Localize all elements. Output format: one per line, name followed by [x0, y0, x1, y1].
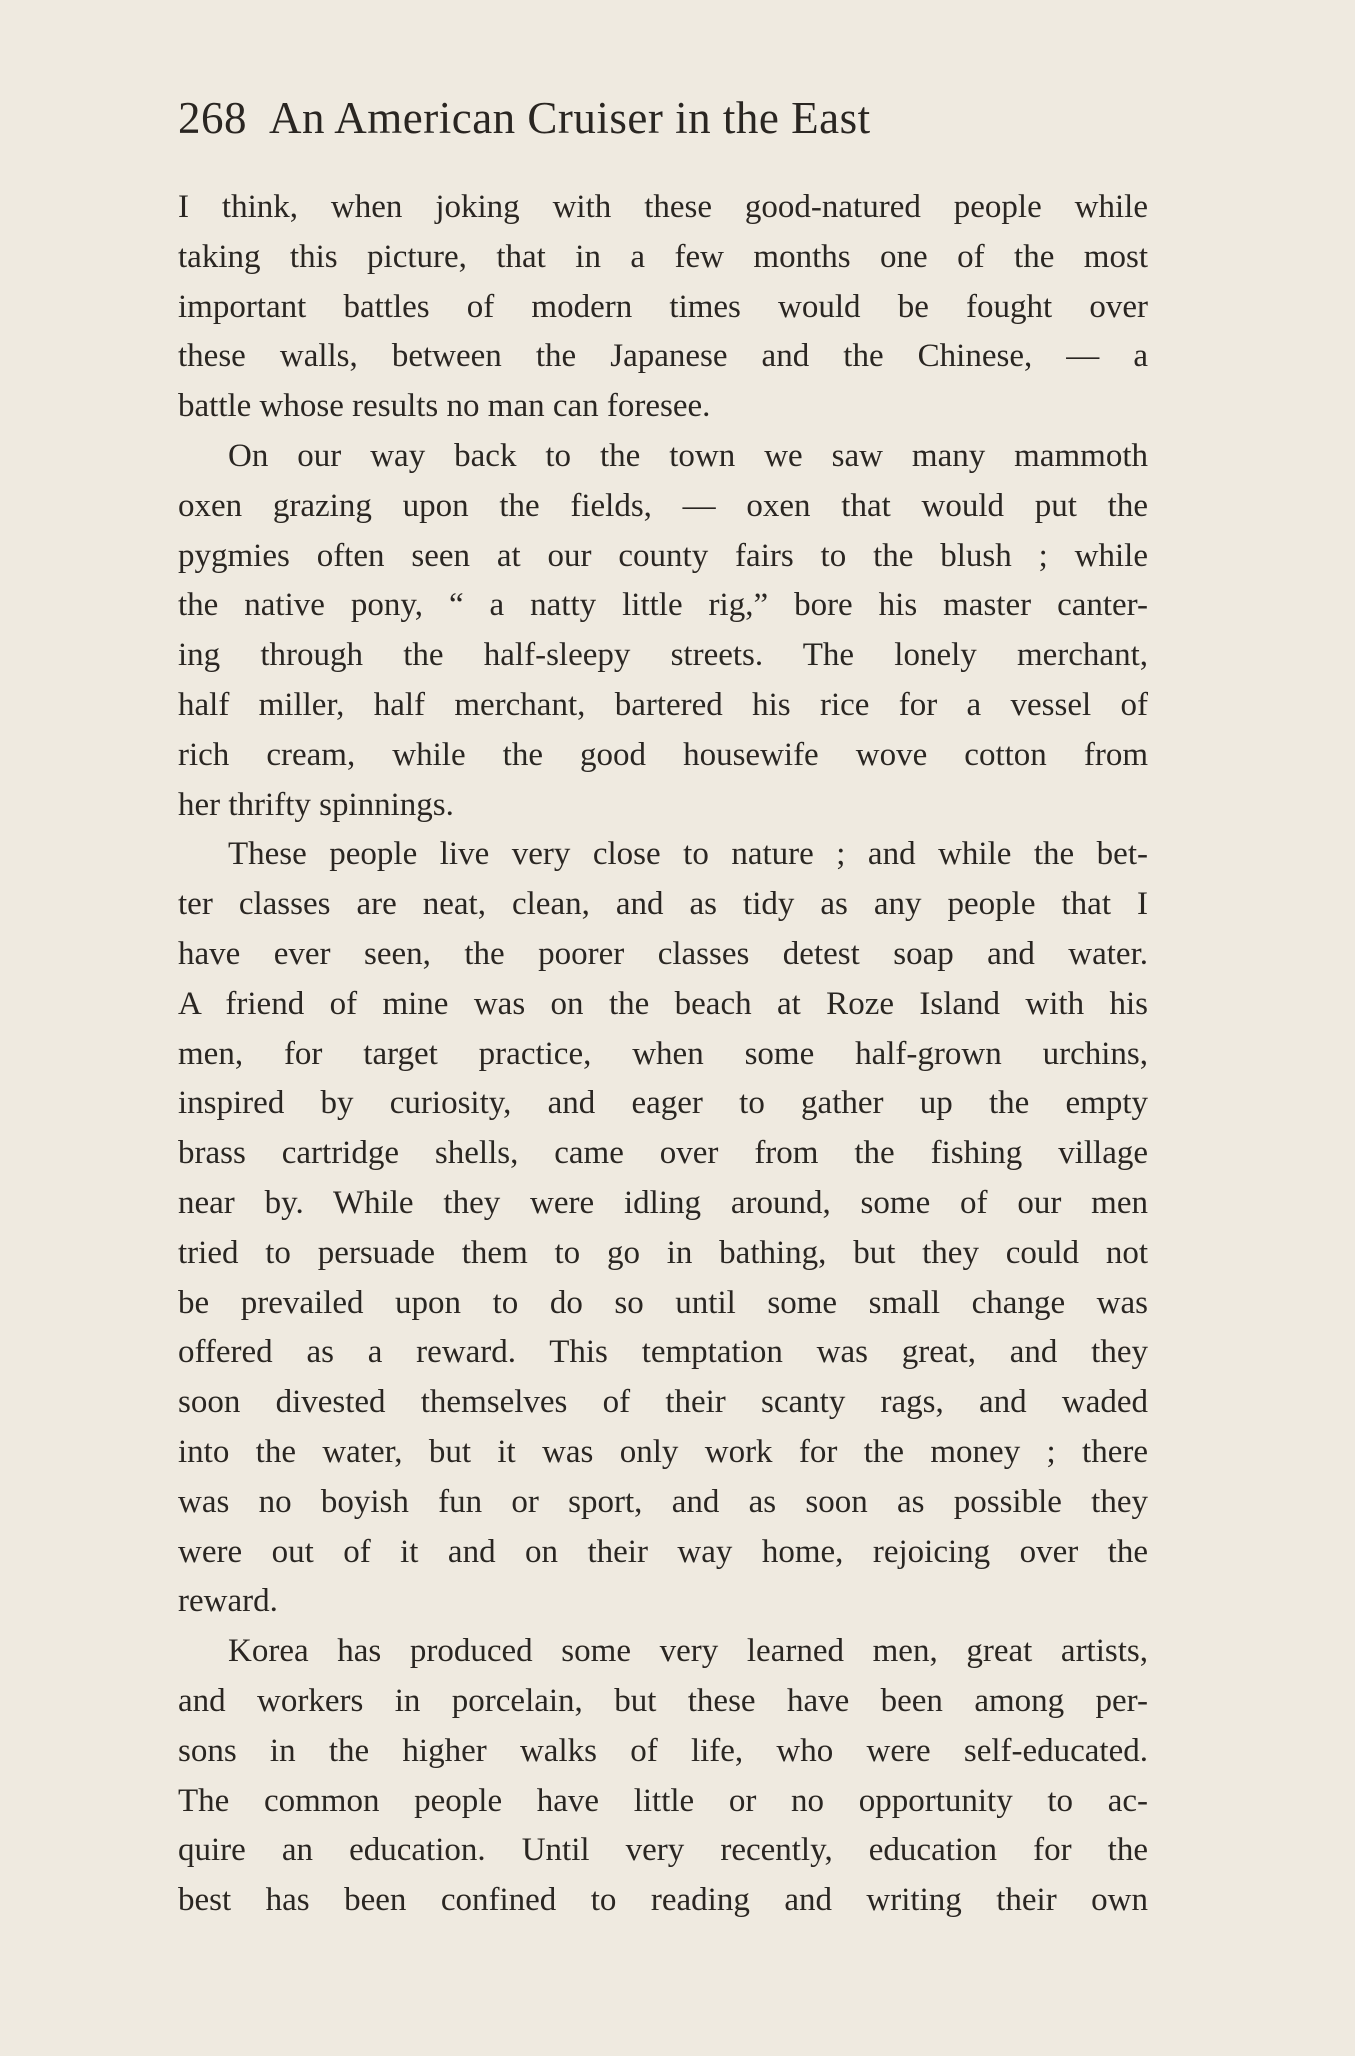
- body-text: [178, 183, 1148, 1926]
- text-line: ter classes are neat, clean, and as tidy as any people that I: [178, 886, 1148, 923]
- text-line: Korea has produced some very learned men, great artists,: [228, 1633, 1148, 1670]
- text-line: near by. While they were idling around, some of our men: [178, 1184, 1148, 1221]
- text-line: men, for target practice, when some half-grown urchins,: [178, 1035, 1148, 1072]
- text-line: have ever seen, the poorer classes detest soap and water.: [178, 935, 1148, 972]
- text-line: these walls, between the Japanese and the Chinese, — a: [178, 338, 1148, 375]
- text-line: rich cream, while the good housewife wove cotton from: [178, 736, 1148, 773]
- text-line: sons in the higher walks of life, who were self-educated.: [178, 1732, 1148, 1769]
- text-line: were out of it and on their way home, rejoicing over the: [178, 1533, 1148, 1570]
- text-line: On our way back to the town we saw many mammoth: [228, 437, 1148, 474]
- text-line: be prevailed upon to do so until some small change was: [178, 1284, 1148, 1321]
- text-line: These people live very close to nature ; and while the bet-: [228, 836, 1148, 873]
- text-line: oxen grazing upon the fields, — oxen that would put the: [178, 487, 1148, 524]
- text-line: into the water, but it was only work for the money ; there: [178, 1433, 1148, 1470]
- text-line: quire an education. Until very recently, education for the: [178, 1832, 1148, 1869]
- text-line: reward.: [178, 1583, 278, 1620]
- text-line: and workers in porcelain, but these have been among per-: [178, 1682, 1148, 1719]
- running-title: An American Cruiser in the East: [269, 93, 871, 143]
- text-line: was no boyish fun or sport, and as soon as possible they: [178, 1483, 1148, 1520]
- text-line: important battles of modern times would be fought over: [178, 288, 1148, 325]
- text-line: taking this picture, that in a few months one of the most: [178, 238, 1148, 275]
- text-line: I think, when joking with these good-natured people while: [178, 189, 1148, 225]
- text-line: offered as a reward. This temptation was great, and they: [178, 1334, 1148, 1371]
- page-number: 268: [178, 93, 247, 143]
- text-line: soon divested themselves of their scanty rags, and waded: [178, 1384, 1148, 1421]
- text-line: The common people have little or no opportunity to ac-: [178, 1782, 1148, 1819]
- text-line: A friend of mine was on the beach at Roze Island with his: [178, 985, 1148, 1022]
- text-line: the native pony, “ a natty little rig,” bore his master canter-: [178, 587, 1148, 624]
- text-line: her thrifty spinnings.: [178, 786, 454, 823]
- text-line: tried to persuade them to go in bathing, but they could not: [178, 1234, 1148, 1271]
- text-line: battle whose results no man can foresee.: [178, 388, 711, 425]
- page-header: [178, 88, 1128, 148]
- text-line: inspired by curiosity, and eager to gather up the empty: [178, 1085, 1148, 1122]
- text-line: half miller, half merchant, bartered his rice for a vessel of: [178, 686, 1148, 723]
- text-line: pygmies often seen at our county fairs to the blush ; while: [178, 537, 1148, 574]
- text-line: brass cartridge shells, came over from the fishing village: [178, 1135, 1148, 1172]
- text-line: best has been confined to reading and writing their own: [178, 1882, 1148, 1919]
- text-line: ing through the half-sleepy streets. The lonely merchant,: [178, 637, 1148, 674]
